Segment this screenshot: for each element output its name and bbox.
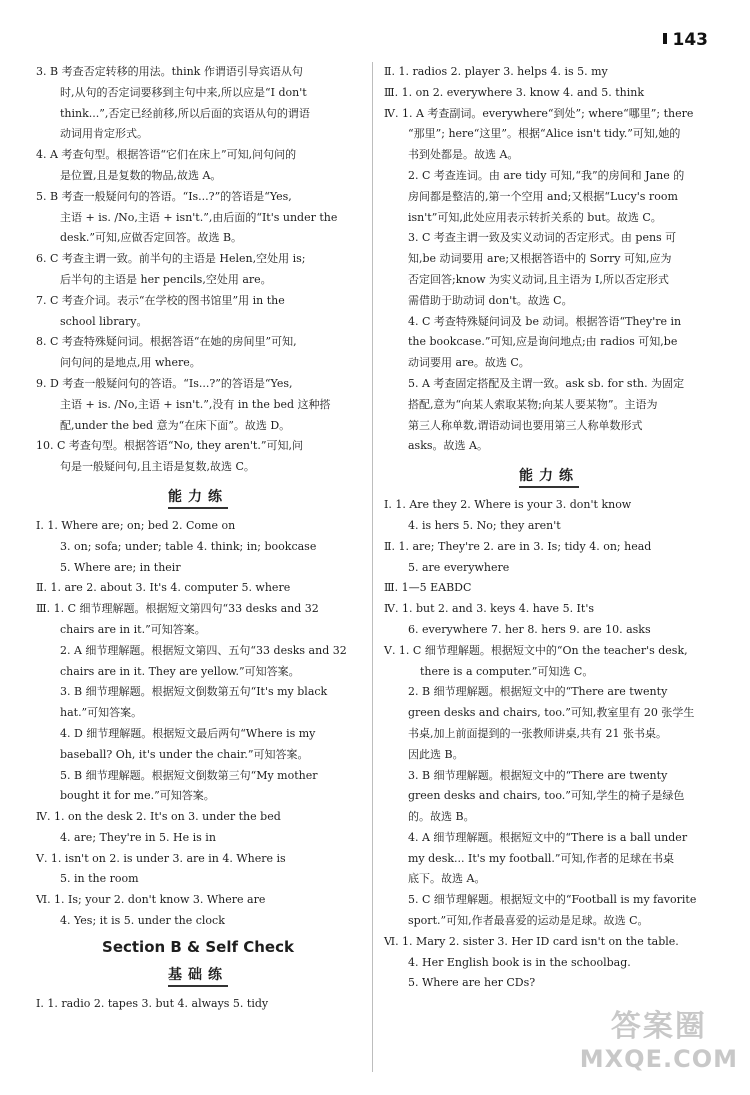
answer-line: 4. Yes; it is 5. under the clock [60,914,225,928]
answer-line: bought it for me.”可知答案。 [60,789,215,803]
answer-line: 时,从句的否定词要移到主句中来,所以应是“I don't [60,85,307,99]
answer-line: 5. are everywhere [408,560,510,574]
answer-line: 5. C 细节理解题。根据短文中的“Football is my favorite [408,893,697,907]
right-column [384,62,714,994]
section-heading-ability [384,465,714,485]
answer-line: Ⅵ. 1. Mary 2. sister 3. Her ID card isn't on the table. [384,934,679,948]
answer-line: 3. on; sofa; under; table 4. think; in; bookcase [60,539,317,553]
answer-line: baseball? Oh, it's under the chair.”可知答案。 [60,747,309,761]
answer-line: Ⅲ. 1. C 细节理解题。根据短文第四句“33 desks and 32 [36,602,319,616]
answer-line: school library。 [60,314,148,328]
answer-line: 5. A 考查固定搭配及主谓一致。ask sb. for sth. 为固定 [408,376,685,390]
answer-line: there is a computer.”可知选 C。 [420,664,594,678]
answer-line: 3. C 考查主谓一致及实义动词的否定形式。由 pens 可 [408,231,677,245]
answer-line: 搭配,意为“向某人索取某物;向某人要某物”。主语为 [408,397,658,411]
answer-line: 配,under the bed 意为“在床下面”。故选 D。 [60,418,291,432]
answer-line: 5. B 细节理解题。根据短文倒数第三句“My mother [60,768,318,782]
answer-line: 4. is hers 5. No; they aren't [408,518,561,532]
answer-line: 4. D 细节理解题。根据短文最后两句“Where is my [60,726,316,740]
answer-line: Ⅴ. 1. C 细节理解题。根据短文中的“On the teacher's desk, [384,643,688,657]
answer-line: 的。故选 B。 [408,810,475,824]
answer-line: Ⅰ. 1. Where are; on; bed 2. Come on [36,518,236,532]
left-column [36,62,360,1015]
answer-line: asks。故选 A。 [408,439,488,453]
answer-line: 底下。故选 A。 [408,872,486,886]
column-divider [372,62,373,1072]
answer-line: think...”,否定已经前移,所以后面的宾语从句的谓语 [60,106,310,120]
answer-line: 4. Her English book is in the schoolbag. [408,955,631,969]
answer-line: 书到处都是。故选 A。 [408,148,519,162]
answer-line: sport.”可知,作者最喜爱的运动是足球。故选 C。 [408,914,649,928]
answer-line: Ⅲ. 1—5 EABDC [384,581,472,595]
answer-line: 2. B 细节理解题。根据短文中的“There are twenty [408,685,668,699]
answer-line: 4. C 考查特殊疑问词及 be 动词。根据答语“They're in [408,314,682,328]
answer-line: Ⅴ. 1. isn't on 2. is under 3. are in 4. Where is [36,851,286,865]
answer-line: Ⅳ. 1. but 2. and 3. keys 4. have 5. It's [384,602,594,616]
answer-line: Ⅲ. 1. on 2. everywhere 3. know 4. and 5. think [384,85,644,99]
answer-line: 2. A 细节理解题。根据短文第四、五句“33 desks and 32 [60,643,347,657]
answer-line: 4. A 考查句型。根据答语“它们在床上”可知,问句问的 [36,148,297,162]
answer-line: 6. C 考查主谓一致。前半句的主语是 Helen,空处用 is; [36,252,306,266]
answer-line: Ⅱ. 1. radios 2. player 3. helps 4. is 5. my [384,65,608,78]
watermark-url: MXQE.COM [579,1045,738,1073]
right-answers-part1 [384,62,714,457]
section-title: Section B & Self Check [102,937,294,956]
answer-line: 房间都是整洁的,第一个空用 and;又根据“Lucy's room [408,189,678,203]
answer-line: 动词要用 are。故选 C。 [408,356,530,370]
answer-line: “那里”; here“这里”。根据“Alice isn't tidy.”可知,她的 [408,127,681,141]
answer-line: 7. C 考查介词。表示“在学校的图书馆里”用 in the [36,293,285,307]
right-answers-part2 [384,495,714,994]
answer-line: 10. C 考查句型。根据答语“No, they aren't.”可知,问 [36,439,303,453]
answer-line: 是位置,且是复数的物品,故选 A。 [60,168,222,182]
answer-line: hat.”可知答案。 [60,706,143,720]
answer-line: 问句问的是地点,用 where。 [60,356,201,370]
answer-line: desk.”可知,应做否定回答。故选 B。 [60,231,243,245]
answer-line: 3. B 细节理解题。根据短文中的“There are twenty [408,768,668,782]
answer-line: 因此选 B。 [408,747,464,761]
answer-line: chairs are in it. They are yellow.”可知答案。 [60,664,300,678]
heading-text: 基础练 [168,967,228,987]
answer-line: 6. everywhere 7. her 8. hers 9. are 10. asks [408,622,651,636]
answer-line: 8. C 考查特殊疑问词。根据答语“在她的房间里”可知, [36,335,297,349]
answer-line: 后半句的主语是 her pencils,空处用 are。 [60,272,272,286]
answer-line: Ⅱ. 1. are; They're 2. are in 3. Is; tidy 4. on; head [384,539,652,553]
answer-line: chairs are in it.”可知答案。 [60,622,206,636]
answer-line: 书桌,加上前面提到的一张教师讲桌,共有 21 张书桌。 [408,726,667,740]
section-heading-ability [36,486,360,506]
answer-line: Ⅰ. 1. Are they 2. Where is your 3. don't know [384,498,632,512]
answer-line: 9. D 考查一般疑问句的答语。“Is...?”的答语是“Yes, [36,376,293,390]
answer-line: 4. A 细节理解题。根据短文中的“There is a ball under [408,830,688,844]
answer-line: 第三人称单数,谓语动词也要用第三人称单数形式 [408,418,643,432]
left-answers-part3 [36,994,360,1015]
heading-text: 能力练 [168,489,228,509]
answer-line: 主语 + is. /No,主语 + isn't.”,由后面的“It's under the [60,210,338,224]
answer-line: green desks and chairs, too.”可知,学生的椅子是绿色 [408,789,685,803]
answer-line: 句是一般疑问句,且主语是复数,故选 C。 [60,460,255,474]
answer-line: Ⅳ. 1. on the desk 2. It's on 3. under the bed [36,810,281,824]
answer-line: 知,be 动词要用 are;又根据答语中的 Sorry 可知,应为 [408,252,672,266]
answer-line: the bookcase.”可知,应是询问地点;由 radios 可知,be [408,335,678,349]
answer-line: 动词用肯定形式。 [60,127,148,141]
answer-line: 2. C 考查连词。由 are tidy 可知,“我”的房间和 Jane 的 [408,168,685,182]
page-number [663,30,709,50]
answer-line: 3. B 细节理解题。根据短文倒数第五句“It's my black [60,685,328,699]
answer-line: 需借助于助动词 don't。故选 C。 [408,293,573,307]
page-number-text: 143 [672,30,708,50]
watermark-logo-text: 答案圈 [610,1009,707,1044]
page-marker-bar [663,33,667,44]
answer-line: isn't”可知,此处应用表示转折关系的 but。故选 C。 [408,210,662,224]
answer-line: 5. in the room [60,872,139,886]
section-heading-basic [36,964,360,984]
answer-line: Ⅰ. 1. radio 2. tapes 3. but 4. always 5. tidy [36,996,269,1010]
answer-line: Ⅱ. 1. are 2. about 3. It's 4. computer 5. where [36,581,291,595]
watermark [580,1001,738,1073]
heading-text: 能力练 [519,468,579,488]
answer-line: 3. B 考查否定转移的用法。think 作谓语引导宾语从句 [36,65,303,78]
answer-line: 4. are; They're in 5. He is in [60,830,216,844]
left-answers-part2 [36,516,360,932]
answer-line: 5. Where are; in their [60,560,181,574]
answer-line: 主语 + is. /No,主语 + isn't.”,没有 in the bed 这种搭 [60,397,331,411]
left-answers-part1 [36,62,360,478]
answer-line: 5. B 考查一般疑问句的答语。“Is...?”的答语是“Yes, [36,189,292,203]
answer-line: Ⅳ. 1. A 考查副词。everywhere“到处”; where“哪里”; there [384,106,694,120]
answer-line: 5. Where are her CDs? [408,976,536,990]
answer-line: Ⅵ. 1. Is; your 2. don't know 3. Where are [36,893,266,907]
answer-line: my desk... It's my football.”可知,作者的足球在书桌 [408,851,675,865]
answer-line: green desks and chairs, too.”可知,教室里有 20 张学生 [408,706,695,720]
answer-line: 否定回答;know 为实义动词,且主语为 I,所以否定形式 [408,272,669,286]
